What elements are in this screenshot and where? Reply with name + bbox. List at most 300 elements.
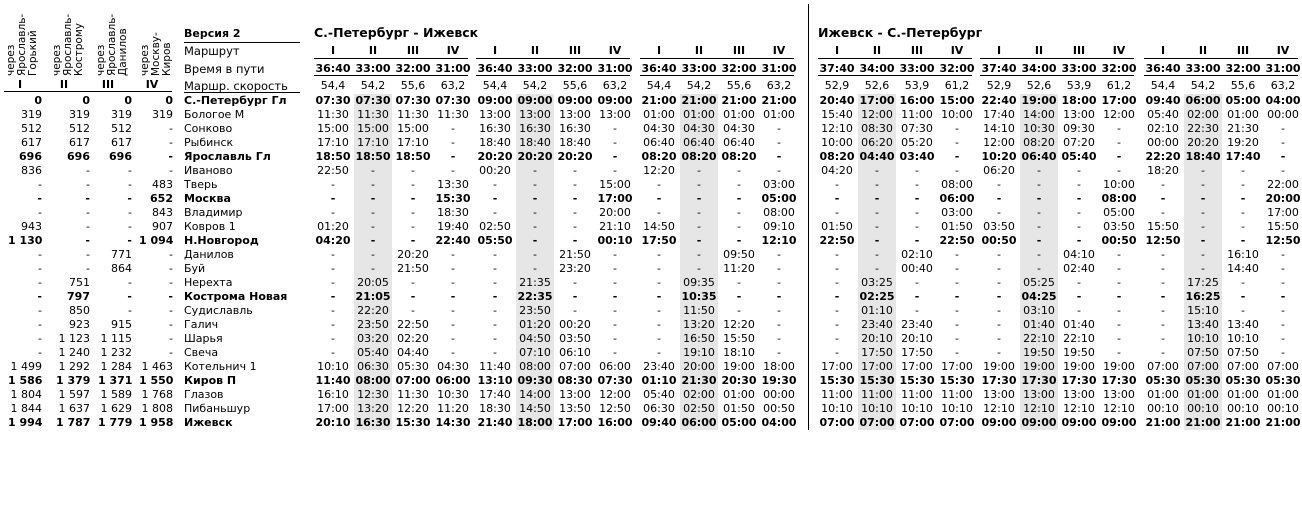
time-cell: 22:35 (517, 290, 553, 303)
distance-cell: 1 804 (10, 388, 42, 401)
time-cell: 09:00 (477, 94, 513, 107)
time-cell: - (1077, 178, 1081, 191)
time-cell: 05:40 (1061, 150, 1097, 163)
time-cell: 18:40 (559, 136, 591, 149)
time-cell: - (371, 164, 375, 177)
time-cell: - (1161, 318, 1165, 331)
time-cell: - (777, 262, 781, 275)
time-cell: 22:40 (981, 94, 1017, 107)
time-cell: 22:50 (939, 234, 975, 247)
station-name: Тверь (184, 178, 218, 191)
time-cell: 13:40 (1227, 318, 1259, 331)
distance-cell: 1 994 (8, 416, 43, 429)
time-cell: 21:35 (519, 276, 551, 289)
time-cell: - (697, 248, 701, 261)
route-header: III (568, 44, 582, 57)
time-cell: - (835, 206, 839, 219)
time-cell: 13:40 (1187, 318, 1219, 331)
route-header: III (406, 44, 420, 57)
time-cell: - (573, 178, 577, 191)
distance-cell: - (127, 234, 132, 247)
station-name: Иваново (184, 164, 233, 177)
time-cell: 19:50 (1023, 346, 1055, 359)
route-speed: 55,6 (562, 79, 588, 92)
time-cell: - (1161, 248, 1165, 261)
travel-time: 32:00 (1101, 62, 1137, 75)
time-cell: 04:00 (1265, 94, 1301, 107)
time-cell: 15:00 (397, 122, 429, 135)
time-cell: - (1240, 290, 1246, 303)
time-cell: 08:20 (721, 150, 757, 163)
time-cell: - (874, 192, 880, 205)
station-name: Данилов (184, 248, 234, 261)
time-cell: - (371, 220, 375, 233)
distance-cell: 0 (124, 94, 132, 107)
distance-cell: 652 (150, 192, 173, 205)
time-cell: - (955, 248, 959, 261)
time-cell: 22:10 (1063, 332, 1095, 345)
distance-cell: - (128, 276, 132, 289)
time-cell: - (835, 262, 839, 275)
time-cell: 00:10 (597, 234, 633, 247)
distance-cell: - (169, 164, 173, 177)
time-cell: 09:00 (981, 416, 1017, 429)
time-cell: - (1200, 234, 1206, 247)
distance-cell: - (168, 150, 173, 163)
time-cell: 19:00 (1023, 360, 1055, 373)
distance-cell: - (86, 164, 90, 177)
time-cell: - (657, 276, 661, 289)
time-cell: 00:50 (981, 234, 1017, 247)
time-cell: 11:00 (901, 108, 933, 121)
time-cell: 07:00 (395, 374, 431, 387)
time-cell: 09:00 (1061, 416, 1097, 429)
time-cell: 09:00 (1021, 416, 1057, 429)
route-header: IV (772, 44, 786, 57)
distance-cell: - (86, 206, 90, 219)
route-speed: 52,6 (1026, 79, 1052, 92)
distance-cell: 1 123 (58, 332, 90, 345)
time-cell: - (737, 164, 741, 177)
time-cell: - (657, 304, 661, 317)
time-cell: 18:30 (479, 402, 511, 415)
time-cell: 00:40 (901, 262, 933, 275)
time-cell: 12:50 (1145, 234, 1181, 247)
time-cell: - (613, 304, 617, 317)
time-cell: 17:10 (357, 136, 389, 149)
time-cell: - (1281, 276, 1285, 289)
time-cell: 06:00 (939, 192, 975, 205)
time-cell: - (915, 220, 919, 233)
route-header: I (492, 44, 498, 57)
time-cell: - (1036, 234, 1042, 247)
time-cell: 03:40 (899, 150, 935, 163)
time-cell: - (532, 234, 538, 247)
route-header: IV (1112, 44, 1126, 57)
time-cell: - (696, 192, 702, 205)
time-cell: - (493, 248, 497, 261)
time-cell: - (696, 234, 702, 247)
time-cell: 12:00 (599, 388, 631, 401)
station-name: Галич (184, 318, 219, 331)
time-cell: - (737, 276, 741, 289)
route-speed: 52,9 (824, 79, 850, 92)
time-cell: - (1201, 206, 1205, 219)
time-cell: - (451, 318, 455, 331)
time-cell: 13:00 (1063, 108, 1095, 121)
time-cell: 20:20 (397, 248, 429, 261)
distance-cell: 1 629 (100, 402, 132, 415)
time-cell: - (532, 192, 538, 205)
time-cell: 02:40 (1063, 262, 1095, 275)
distance-roman-3: III (101, 78, 115, 91)
time-cell: - (493, 276, 497, 289)
time-cell: - (777, 122, 781, 135)
time-cell: 10:35 (681, 290, 717, 303)
distance-cell: 1 808 (141, 402, 173, 415)
station-name: Свеча (184, 346, 219, 359)
time-cell: 17:00 (557, 416, 593, 429)
distance-cell: 1 379 (56, 374, 91, 387)
time-cell: - (533, 178, 537, 191)
time-cell: 17:40 (983, 108, 1015, 121)
time-cell: 07:50 (1227, 346, 1259, 359)
time-cell: 17:00 (1101, 94, 1137, 107)
time-cell: 13:00 (1103, 388, 1135, 401)
time-cell: 08:30 (557, 374, 593, 387)
travel-time: 37:40 (981, 62, 1017, 75)
time-cell: - (572, 290, 578, 303)
time-cell: 13:10 (477, 374, 513, 387)
time-cell: - (834, 192, 840, 205)
time-cell: - (835, 248, 839, 261)
time-cell: 06:40 (723, 136, 755, 149)
time-cell: 21:00 (761, 94, 797, 107)
distance-cell: 1 094 (139, 234, 174, 247)
time-cell: 09:00 (517, 94, 553, 107)
distance-cell: 512 (21, 122, 42, 135)
time-cell: 23:40 (643, 360, 675, 373)
time-cell: - (997, 178, 1001, 191)
time-cell: 14:50 (643, 220, 675, 233)
time-cell: - (1117, 318, 1121, 331)
time-cell: 13:00 (559, 388, 591, 401)
time-cell: 18:10 (723, 346, 755, 359)
route-header: III (1072, 44, 1086, 57)
distance-cell: 696 (67, 150, 90, 163)
time-cell: 15:30 (819, 374, 855, 387)
time-cell: 10:30 (1023, 122, 1055, 135)
time-cell: 00:10 (1147, 402, 1179, 415)
time-cell: 16:10 (317, 388, 349, 401)
travel-time: 36:40 (641, 62, 677, 75)
time-cell: 11:20 (437, 402, 469, 415)
route-header: II (1034, 44, 1044, 57)
time-cell: - (777, 136, 781, 149)
time-cell: 03:50 (1103, 220, 1135, 233)
time-cell: - (1037, 206, 1041, 219)
travel-time: 33:00 (681, 62, 717, 75)
distance-cell: 1 779 (98, 416, 133, 429)
time-cell: - (1077, 206, 1081, 219)
time-cell: - (955, 332, 959, 345)
distance-cell: - (169, 262, 173, 275)
time-cell: - (955, 318, 959, 331)
time-cell: 10:00 (1103, 178, 1135, 191)
time-cell: 04:30 (437, 360, 469, 373)
time-cell: - (613, 122, 617, 135)
time-cell: 20:10 (315, 416, 351, 429)
time-cell: 00:00 (1147, 136, 1179, 149)
distance-cell: - (86, 248, 90, 261)
time-cell: 07:10 (519, 346, 551, 359)
time-cell: 12:30 (357, 388, 389, 401)
time-cell: - (777, 304, 781, 317)
time-cell: 12:00 (861, 108, 893, 121)
time-cell: 06:40 (683, 136, 715, 149)
route-speed: 54,4 (1150, 79, 1176, 92)
time-cell: 03:25 (861, 276, 893, 289)
time-cell: 01:00 (643, 108, 675, 121)
time-cell: 21:30 (681, 374, 717, 387)
distance-cell: 1 637 (58, 402, 90, 415)
time-cell: 01:00 (1227, 388, 1259, 401)
time-cell: 20:00 (683, 360, 715, 373)
time-cell: - (533, 220, 537, 233)
distance-cell: 1 787 (56, 416, 91, 429)
time-cell: 19:00 (1063, 360, 1095, 373)
time-cell: 01:50 (723, 402, 755, 415)
time-cell: - (1281, 318, 1285, 331)
time-cell: - (914, 234, 920, 247)
time-cell: - (493, 304, 497, 317)
time-cell: 19:00 (1021, 94, 1057, 107)
time-cell: 14:00 (1023, 108, 1055, 121)
time-cell: - (533, 248, 537, 261)
time-cell: 12:50 (599, 402, 631, 415)
time-cell: 11:00 (941, 388, 973, 401)
time-cell: - (835, 304, 839, 317)
time-cell: 13:00 (519, 108, 551, 121)
time-cell: 01:00 (723, 108, 755, 121)
time-cell: 19:00 (1103, 360, 1135, 373)
route-speed: 63,2 (766, 79, 792, 92)
time-cell: - (997, 276, 1001, 289)
time-cell: 18:30 (437, 206, 469, 219)
distance-cell: 617 (69, 136, 90, 149)
distance-cell: 1 499 (10, 360, 42, 373)
time-cell: 04:20 (315, 234, 351, 247)
distance-cell: - (37, 290, 42, 303)
time-cell: - (1037, 178, 1041, 191)
time-cell: - (1076, 192, 1082, 205)
route-header: IV (608, 44, 622, 57)
time-cell: 04:30 (643, 122, 675, 135)
time-cell: - (996, 290, 1002, 303)
time-cell: - (573, 220, 577, 233)
distance-cell: 1 284 (100, 360, 132, 373)
distance-cell: 907 (152, 220, 173, 233)
time-cell: 15:00 (357, 122, 389, 135)
time-cell: - (411, 276, 415, 289)
time-cell: 15:00 (939, 94, 975, 107)
time-cell: 17:00 (317, 402, 349, 415)
time-cell: - (451, 136, 455, 149)
station-name: Пибаньшур (184, 402, 251, 415)
time-cell: 07:30 (597, 374, 633, 387)
time-cell: 01:40 (1063, 318, 1095, 331)
time-cell: 18:00 (763, 360, 795, 373)
title-spb-izhevsk: С.-Петербург - Ижевск (314, 25, 479, 40)
distance-cell: 1 550 (139, 374, 174, 387)
distance-cell: - (128, 178, 132, 191)
distance-cell: - (169, 136, 173, 149)
time-cell: - (656, 290, 662, 303)
time-cell: 17:30 (1061, 374, 1097, 387)
time-cell: - (1116, 290, 1122, 303)
time-cell: 00:10 (1267, 402, 1299, 415)
time-cell: 15:00 (599, 178, 631, 191)
travel-time: 34:00 (859, 62, 895, 75)
rule-group-6-routes (1144, 58, 1298, 59)
time-cell: 07:20 (1063, 136, 1095, 149)
time-cell: - (1281, 262, 1285, 275)
time-cell: 08:20 (819, 150, 855, 163)
time-cell: 09:50 (723, 248, 755, 261)
time-cell: 18:50 (315, 150, 351, 163)
time-cell: 00:00 (763, 388, 795, 401)
time-cell: 10:10 (901, 402, 933, 415)
distance-cell: - (128, 304, 132, 317)
time-cell: 02:25 (859, 290, 895, 303)
distance-cell: 1 586 (8, 374, 43, 387)
time-cell: - (835, 178, 839, 191)
time-cell: 06:30 (643, 402, 675, 415)
time-cell: - (613, 276, 617, 289)
time-cell: 17:30 (1101, 374, 1137, 387)
time-cell: 07:00 (559, 360, 591, 373)
time-cell: 05:00 (1225, 94, 1261, 107)
time-cell: - (955, 262, 959, 275)
station-name: Шарья (184, 332, 223, 345)
time-cell: 03:00 (941, 206, 973, 219)
time-cell: 07:00 (1267, 360, 1299, 373)
time-cell: - (370, 234, 376, 247)
time-cell: 17:30 (981, 374, 1017, 387)
time-cell: - (1281, 164, 1285, 177)
route-speed: 54,2 (686, 79, 712, 92)
time-cell: - (451, 346, 455, 359)
time-cell: 12:20 (397, 402, 429, 415)
distance-cell: - (38, 318, 42, 331)
time-cell: 08:30 (861, 122, 893, 135)
rule-version (184, 42, 300, 43)
route-header: I (834, 44, 840, 57)
time-cell: - (331, 262, 335, 275)
time-cell: 15:30 (395, 416, 431, 429)
time-cell: - (835, 276, 839, 289)
time-cell: - (1037, 262, 1041, 275)
station-name: С.-Петербург Гл (184, 94, 287, 107)
travel-time: 37:40 (819, 62, 855, 75)
time-cell: 15:40 (821, 108, 853, 121)
time-cell: 23:40 (861, 318, 893, 331)
time-cell: 10:10 (821, 402, 853, 415)
time-cell: - (955, 346, 959, 359)
time-cell: 15:30 (899, 374, 935, 387)
route-speed: 61,2 (1106, 79, 1132, 92)
travel-time: 34:00 (1021, 62, 1057, 75)
time-cell: 05:30 (1265, 374, 1301, 387)
time-cell: 22:30 (1187, 122, 1219, 135)
time-cell: 10:10 (1227, 332, 1259, 345)
time-cell: 21:50 (559, 248, 591, 261)
time-cell: - (776, 290, 782, 303)
time-cell: 21:10 (599, 220, 631, 233)
time-cell: - (1161, 346, 1165, 359)
time-cell: 13:00 (983, 388, 1015, 401)
time-cell: - (657, 262, 661, 275)
time-cell: 01:40 (1023, 318, 1055, 331)
time-cell: - (330, 290, 336, 303)
time-cell: - (736, 234, 742, 247)
time-cell: - (371, 178, 375, 191)
distance-cell: 1 232 (100, 346, 132, 359)
time-cell: 01:10 (861, 304, 893, 317)
time-cell: - (371, 206, 375, 219)
time-cell: 01:50 (941, 220, 973, 233)
time-cell: 19:20 (1227, 136, 1259, 149)
time-cell: 10:10 (861, 402, 893, 415)
time-cell: 17:00 (597, 192, 633, 205)
time-cell: 01:00 (723, 388, 755, 401)
time-cell: 21:00 (641, 94, 677, 107)
station-name: Владимир (184, 206, 243, 219)
time-cell: 17:50 (641, 234, 677, 247)
time-cell: - (613, 164, 617, 177)
distance-roman-4: IV (145, 78, 159, 91)
time-cell: 01:00 (763, 108, 795, 121)
time-cell: 05:00 (761, 192, 797, 205)
route-header: IV (950, 44, 964, 57)
time-cell: - (370, 192, 376, 205)
route-speed: 54,2 (1190, 79, 1216, 92)
time-cell: 03:20 (357, 332, 389, 345)
distance-cell: - (38, 332, 42, 345)
time-cell: - (451, 304, 455, 317)
time-cell: 11:30 (437, 108, 469, 121)
time-cell: 10:30 (437, 388, 469, 401)
time-cell: - (493, 178, 497, 191)
time-cell: 08:00 (355, 374, 391, 387)
time-cell: 16:00 (597, 416, 633, 429)
time-cell: - (331, 346, 335, 359)
time-cell: - (1161, 304, 1165, 317)
distance-cell: - (38, 178, 42, 191)
distance-roman-2: II (59, 78, 69, 91)
distance-cell: 923 (69, 318, 90, 331)
time-cell: 07:00 (1187, 360, 1219, 373)
distance-cell: 1 115 (100, 332, 132, 345)
time-cell: - (736, 290, 742, 303)
distance-cell: 1 130 (8, 234, 43, 247)
travel-time: 31:00 (435, 62, 471, 75)
time-cell: 21:00 (1225, 416, 1261, 429)
route-speed: 63,2 (602, 79, 628, 92)
time-cell: - (1076, 234, 1082, 247)
distance-cell: 850 (69, 304, 90, 317)
time-cell: - (1240, 234, 1246, 247)
